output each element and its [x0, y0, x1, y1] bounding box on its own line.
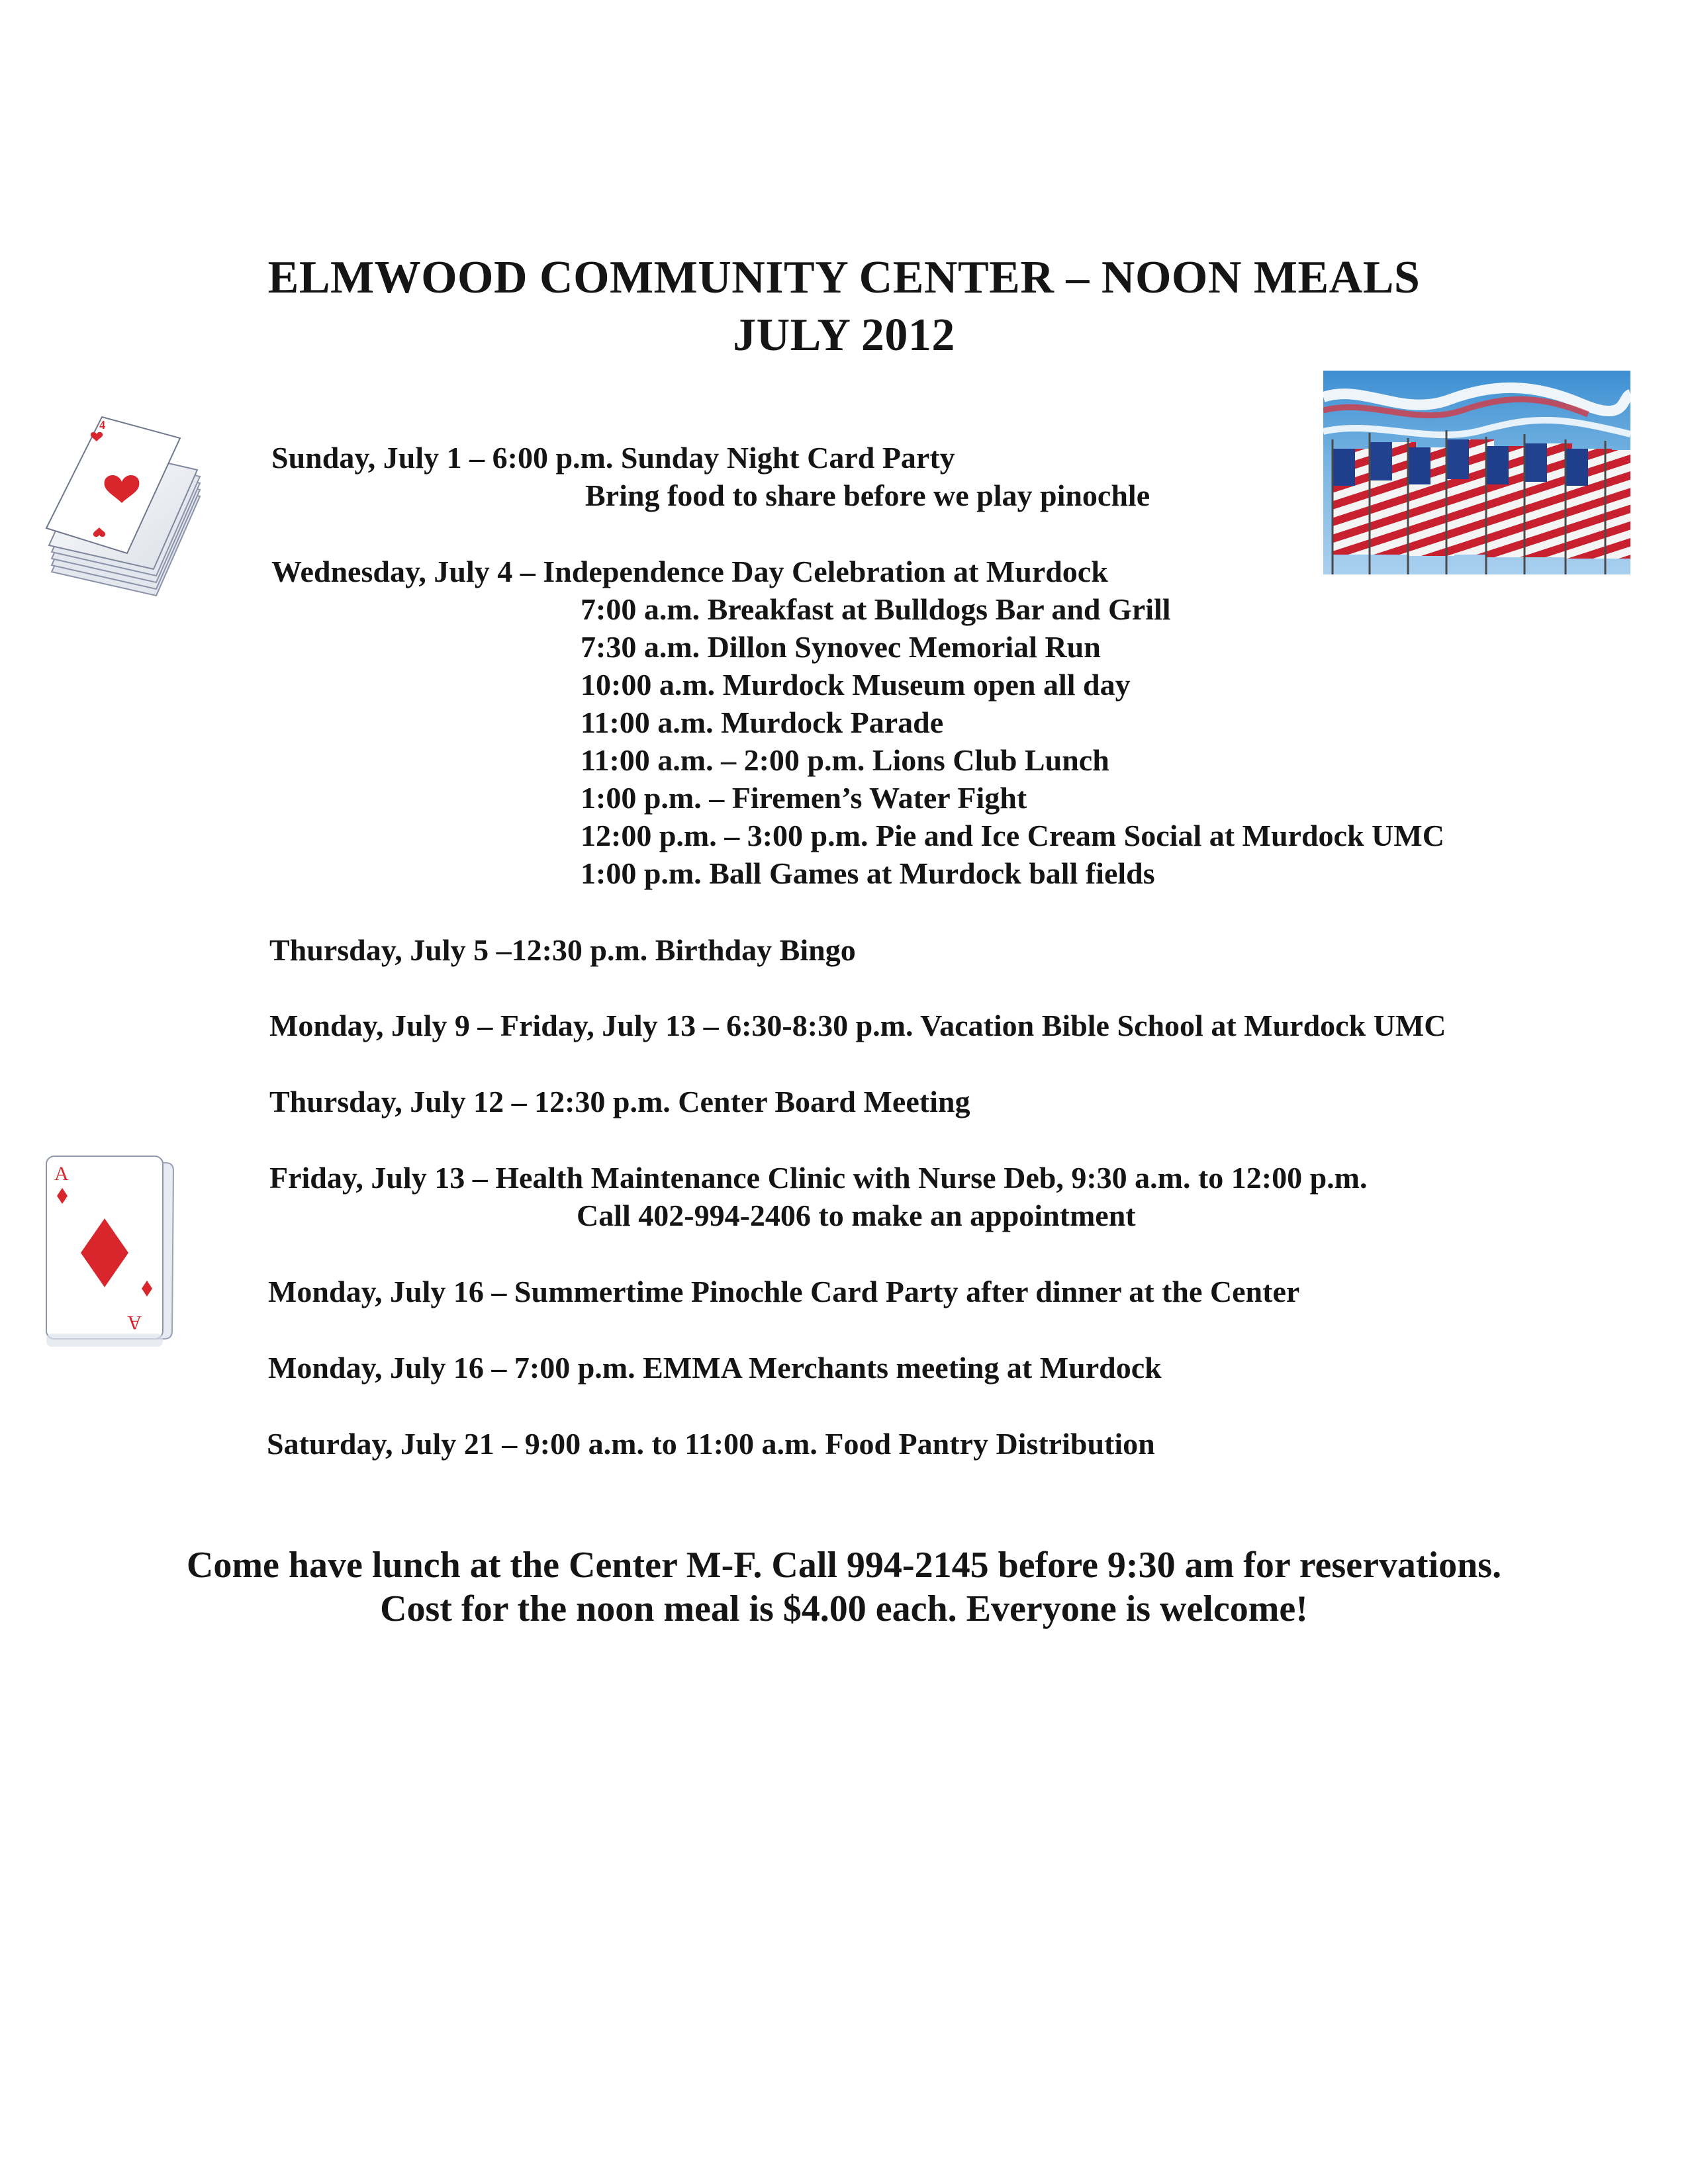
event-jul1-heading: Sunday, July 1 – 6:00 p.m. Sunday Night Card Party	[271, 441, 955, 475]
page-subtitle: JULY 2012	[733, 310, 955, 361]
page-title: ELMWOOD COMMUNITY CENTER – NOON MEALS	[267, 252, 1421, 303]
event-jul4-item: 7:00 a.m. Breakfast at Bulldogs Bar and Grill	[581, 592, 1171, 626]
footer-cost-info: Cost for the noon meal is $4.00 each. Everyone is welcome!	[380, 1588, 1308, 1629]
event-jul5: Thursday, July 5 –12:30 p.m. Birthday Bingo	[269, 933, 856, 967]
event-jul16-pinochle: Monday, July 16 – Summertime Pinochle Card Party after dinner at the Center	[268, 1275, 1300, 1308]
playing-cards-hearts-icon	[42, 416, 216, 602]
event-jul1-detail: Bring food to share before we play pinochle	[585, 478, 1150, 512]
event-jul21: Saturday, July 21 – 9:00 a.m. to 11:00 a.m. Food Pantry Distribution	[267, 1427, 1155, 1461]
event-jul16-emma: Monday, July 16 – 7:00 p.m. EMMA Merchants meeting at Murdock	[268, 1351, 1162, 1385]
event-jul12: Thursday, July 12 – 12:30 p.m. Center Board Meeting	[269, 1085, 970, 1118]
event-jul4-item: 10:00 a.m. Murdock Museum open all day	[581, 668, 1131, 702]
event-jul4-heading: Wednesday, July 4 – Independence Day Celebration at Murdock	[271, 555, 1108, 588]
event-jul9: Monday, July 9 – Friday, July 13 – 6:30-8:30 p.m. Vacation Bible School at Murdock UMC	[269, 1009, 1446, 1042]
footer-lunch-info: Come have lunch at the Center M-F. Call 994-2145 before 9:30 am for reservations.	[186, 1545, 1502, 1586]
event-jul4-item: 11:00 a.m. Murdock Parade	[581, 705, 944, 739]
event-jul4-item: 7:30 a.m. Dillon Synovec Memorial Run	[581, 630, 1101, 664]
svg-text:A: A	[127, 1312, 142, 1334]
event-jul4-item: 12:00 p.m. – 3:00 p.m. Pie and Ice Cream Social at Murdock UMC	[581, 819, 1444, 852]
american-flags-photo	[1323, 371, 1630, 574]
svg-text:4: 4	[99, 418, 105, 432]
ace-of-diamonds-icon	[41, 1154, 177, 1352]
event-jul4-item: 11:00 a.m. – 2:00 p.m. Lions Club Lunch	[581, 743, 1109, 777]
event-jul4-item: 1:00 p.m. Ball Games at Murdock ball fields	[581, 856, 1155, 890]
event-jul13-detail: Call 402-994-2406 to make an appointment	[577, 1199, 1136, 1232]
event-jul4-item: 1:00 p.m. – Firemen’s Water Fight	[581, 781, 1027, 815]
svg-text:A: A	[54, 1163, 69, 1185]
event-jul13-heading: Friday, July 13 – Health Maintenance Clinic with Nurse Deb, 9:30 a.m. to 12:00 p.m.	[269, 1161, 1368, 1195]
